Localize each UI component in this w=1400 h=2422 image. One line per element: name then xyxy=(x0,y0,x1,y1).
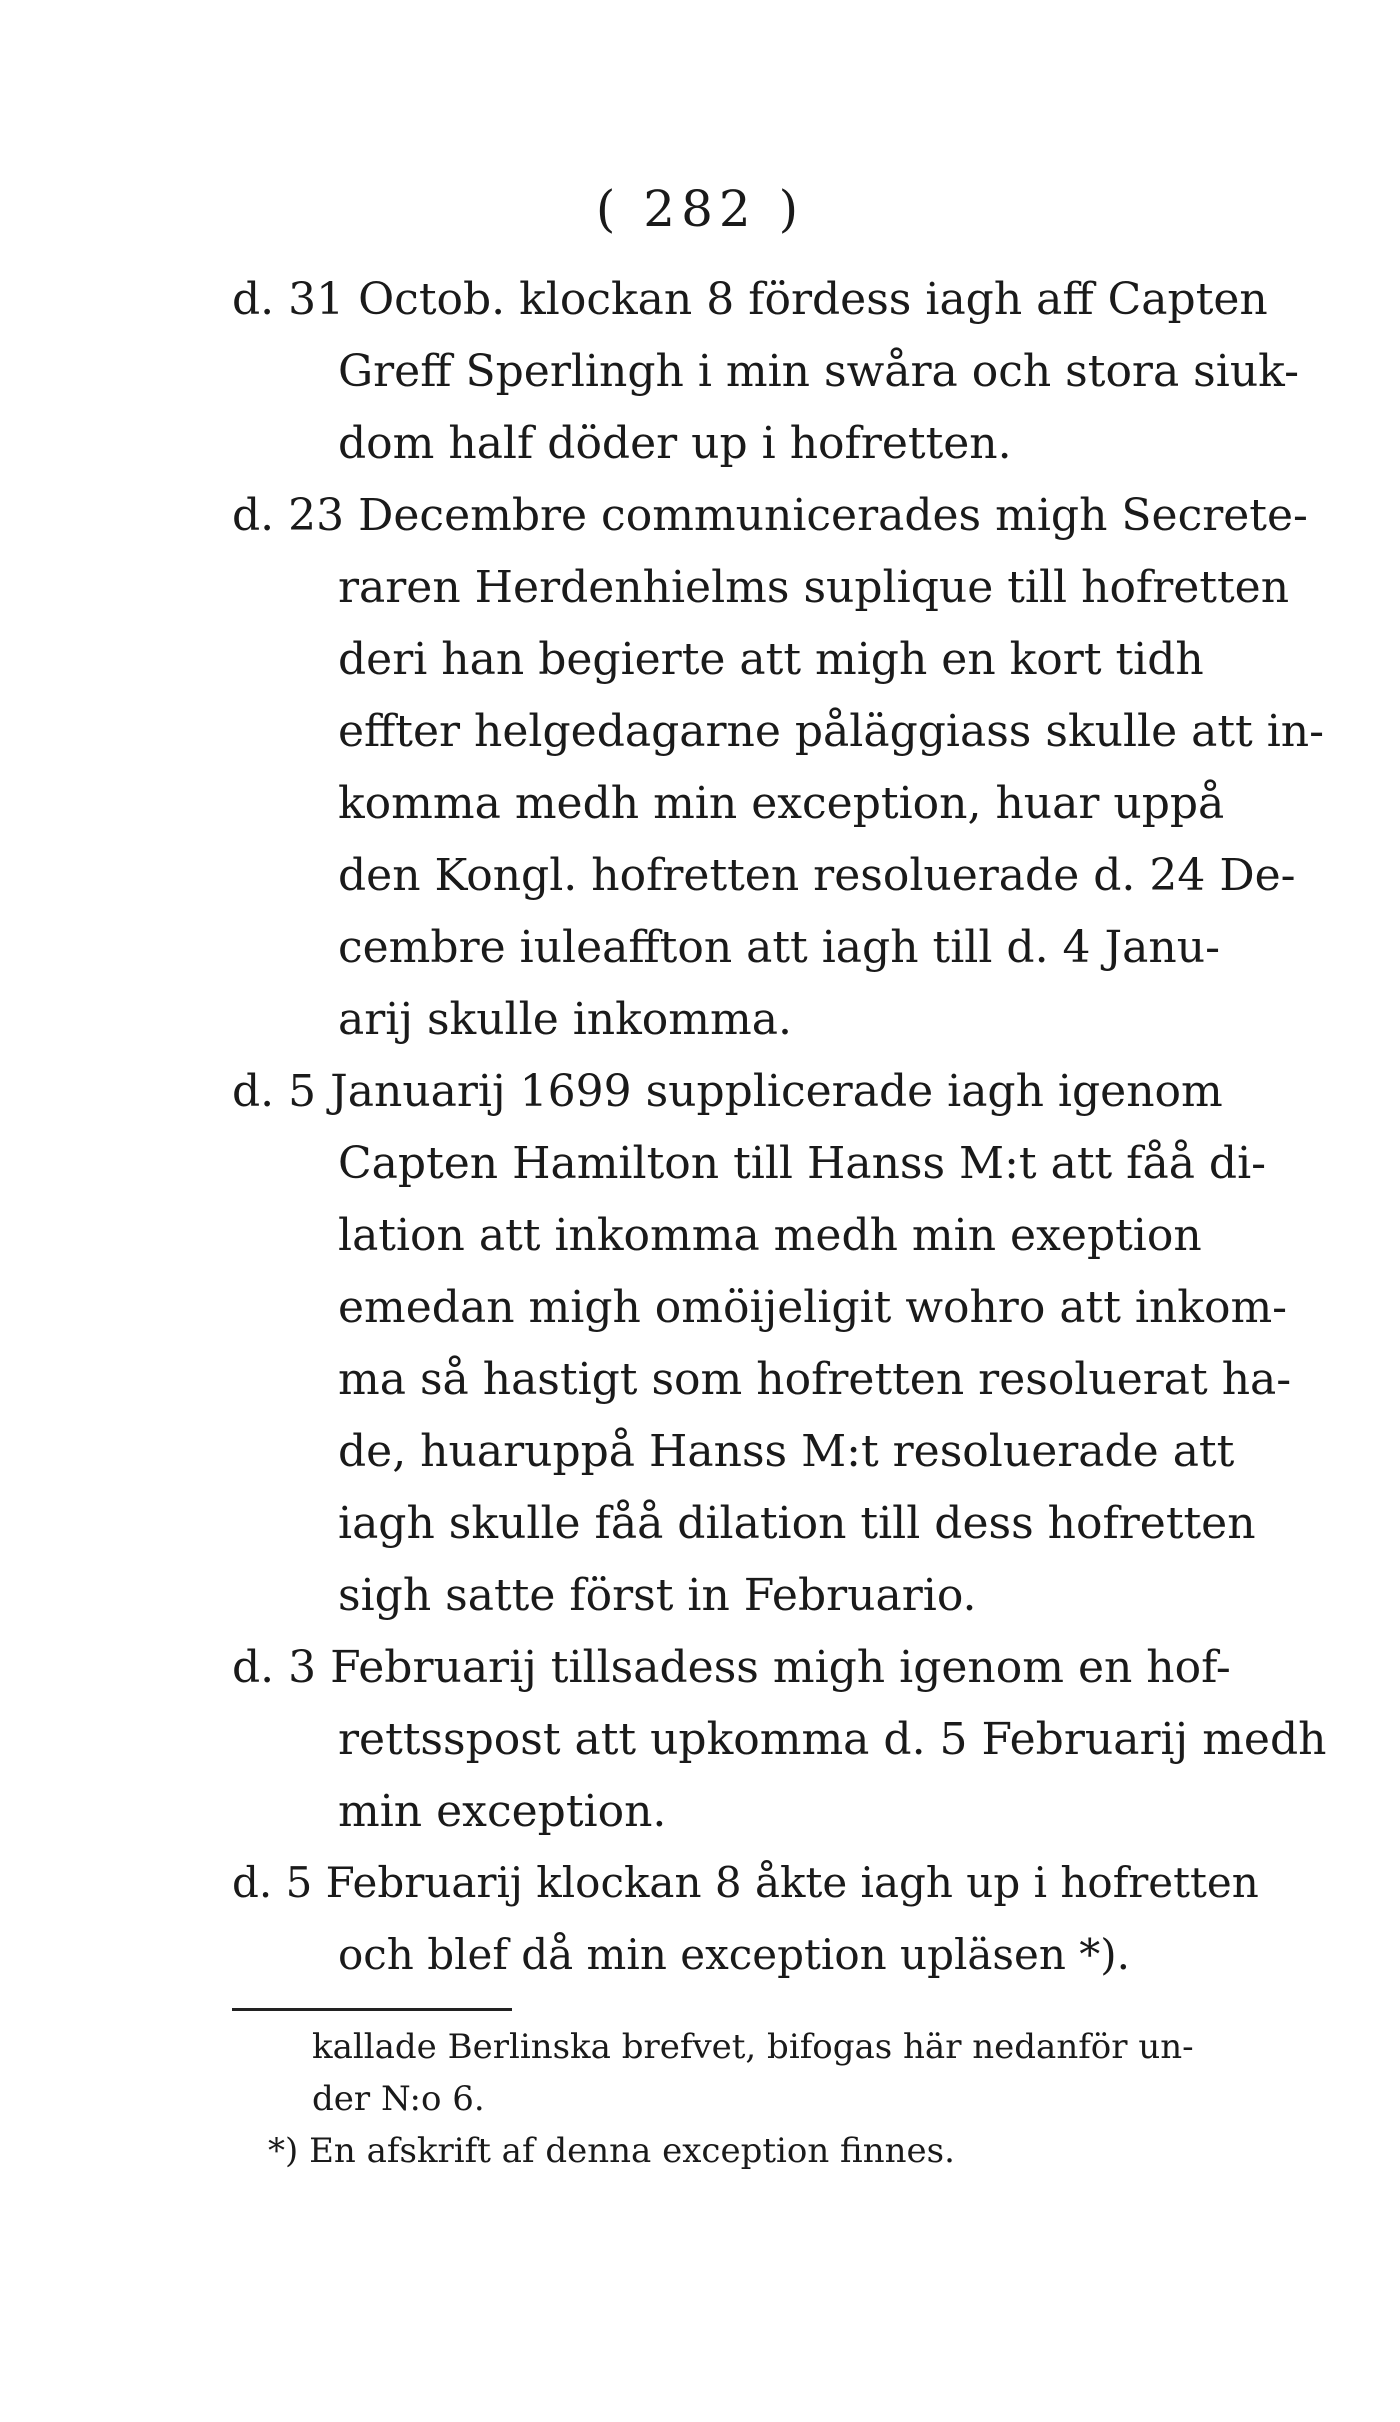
entry-2-line-5: komma medh min exception, huar uppå xyxy=(338,778,1225,829)
entry-3-line-4: emedan migh omöijeligit wohro att inkom- xyxy=(338,1282,1288,1333)
entry-3-line-1: d. 5 Januarij 1699 supplicerade iagh igenom xyxy=(232,1066,1223,1117)
entry-3-line-5: ma så hastigt som hofretten resoluerat ha- xyxy=(338,1354,1292,1405)
entry-1-line-1: d. 31 Octob. klockan 8 fördess iagh aff Capten xyxy=(232,274,1268,325)
entry-1-line-3: dom half döder up i hofretten. xyxy=(338,418,1012,469)
entry-3-line-3: lation att inkomma medh min exeption xyxy=(338,1210,1202,1261)
footnote-line-1: kallade Berlinska brefvet, bifogas här nedanför un- xyxy=(312,2027,1194,2067)
entry-3-line-6: de, huaruppå Hanss M:t resoluerade att xyxy=(338,1426,1235,1477)
entry-3-line-7: iagh skulle fåå dilation till dess hofretten xyxy=(338,1498,1256,1549)
entry-2-line-1: d. 23 Decembre communicerades migh Secrete- xyxy=(232,490,1308,541)
entry-2-line-4: effter helgedagarne påläggiass skulle att in- xyxy=(338,706,1324,757)
footnote-rule xyxy=(232,2008,512,2011)
entry-2-line-8: arij skulle inkomma. xyxy=(338,994,792,1045)
footnote-exception-copy: *) En afskrift af denna exception finnes. xyxy=(268,2131,955,2171)
entry-4-line-2: rettsspost att upkomma d. 5 Februarij medh xyxy=(338,1714,1327,1765)
entry-5-line-1: d. 5 Februarij klockan 8 åkte iagh up i hofretten xyxy=(232,1858,1259,1907)
entry-2-line-7: cembre iuleaffton att iagh till d. 4 Janu- xyxy=(338,922,1220,973)
entry-3-line-8: sigh satte först in Februario. xyxy=(338,1570,977,1621)
page-number: ( 282 ) xyxy=(595,180,805,238)
entry-2-line-6: den Kongl. hofretten resoluerade d. 24 De- xyxy=(338,850,1296,901)
entry-1-line-2: Greff Sperlingh i min swåra och stora siuk- xyxy=(338,346,1299,397)
entry-4-line-3: min exception. xyxy=(338,1786,667,1837)
entry-4-line-1: d. 3 Februarij tillsadess migh igenom en hof- xyxy=(232,1642,1231,1693)
entry-2-line-2: raren Herdenhielms suplique till hofretten xyxy=(338,562,1290,613)
entry-5-line-2: och blef då min exception upläsen *). xyxy=(338,1930,1130,1979)
entry-2-line-3: deri han begierte att migh en kort tidh xyxy=(338,634,1204,685)
entry-3-line-2: Capten Hamilton till Hanss M:t att fåå di- xyxy=(338,1138,1267,1189)
footnote-line-2: der N:o 6. xyxy=(312,2079,485,2119)
